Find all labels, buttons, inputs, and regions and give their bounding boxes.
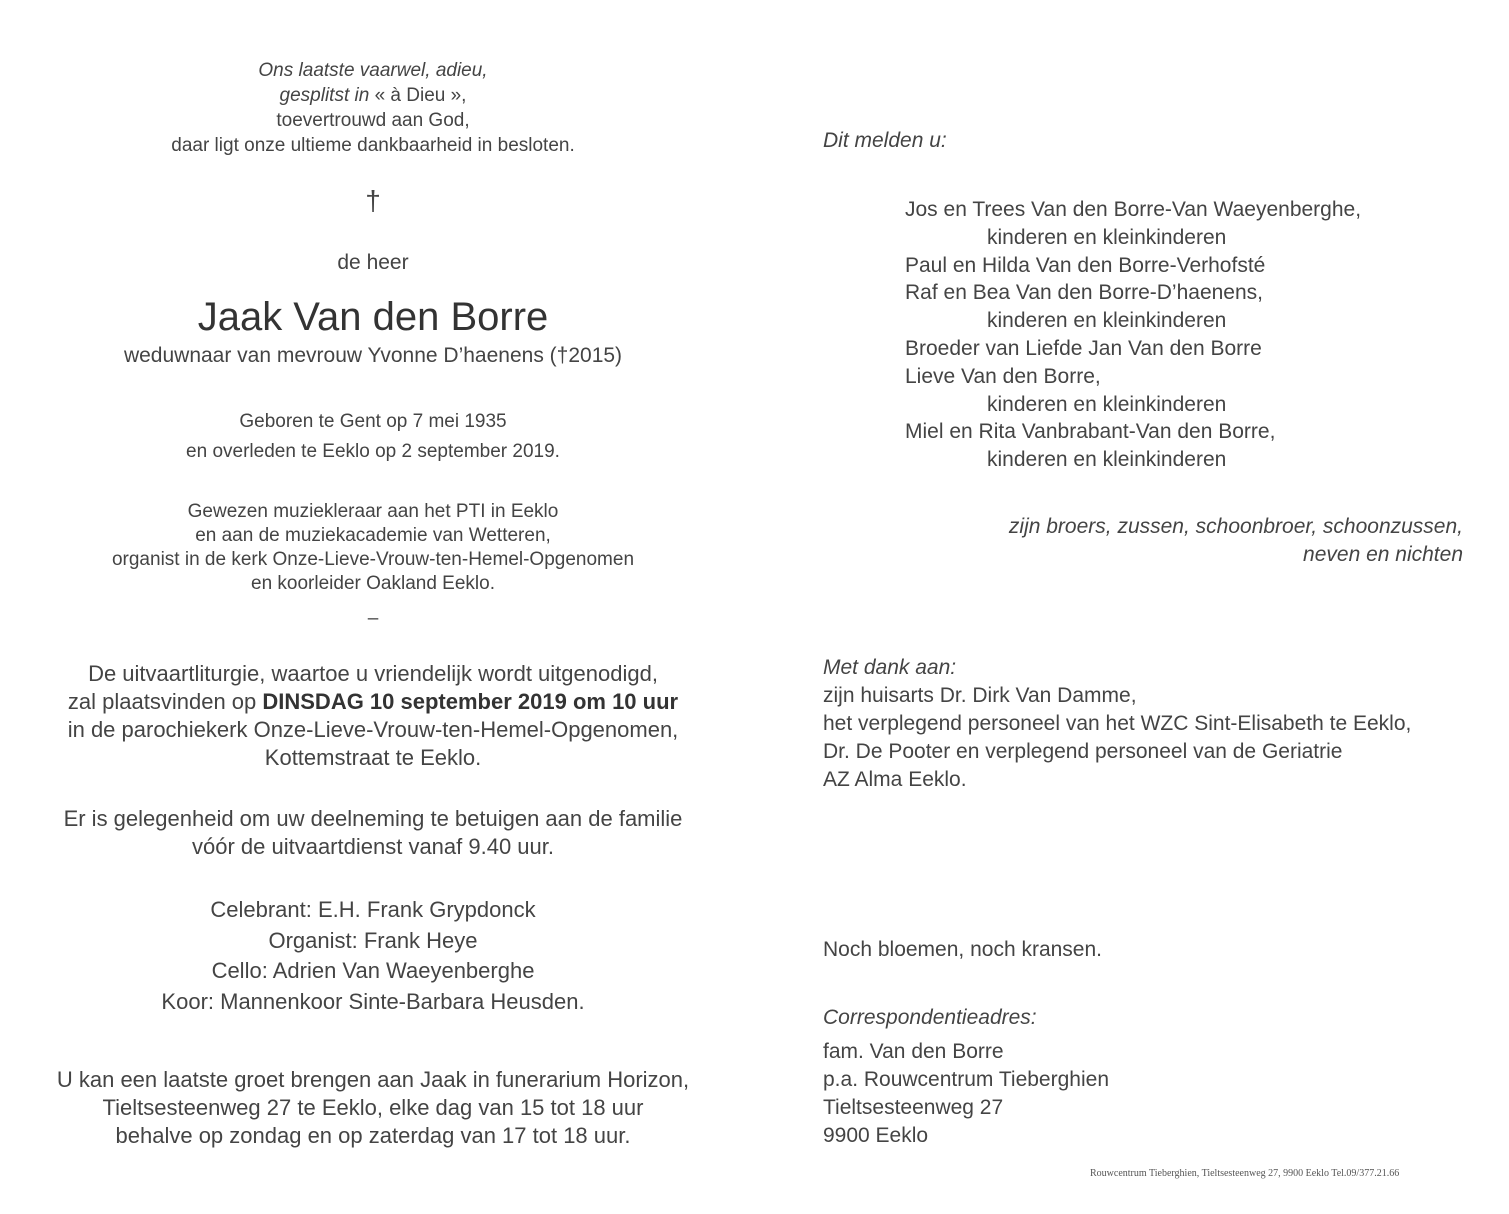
thanks-heading: Met dank aan: [823, 656, 957, 679]
family-entry: Paul en Hilda Van den Borre-Verhofsté [905, 253, 1266, 277]
officiants [0, 895, 746, 1017]
condolence-line-1: Er is gelegenheid om uw deelneming te betuigen aan de familie [63, 806, 683, 831]
funeral-date: DINSDAG 10 september 2019 om 10 uur [262, 689, 679, 714]
career-line-1: Gewezen muziekleraar aan het PTI in Eeklo [187, 501, 559, 522]
funeral-line-2 [0, 688, 746, 716]
relatives [1009, 513, 1463, 569]
cross-icon: † [365, 185, 381, 216]
choir: Koor: Mannenkoor Sinte-Barbara Heusden. [161, 988, 585, 1014]
family-entry: Miel en Rita Vanbrabant-Van den Borre, [905, 420, 1276, 444]
thanks-block [823, 654, 1483, 794]
funeral-info [0, 660, 746, 772]
address-line: 9900 Eeklo [823, 1124, 929, 1147]
family-entry: kinderen en kleinkinderen [987, 392, 1227, 416]
poem-line-2 [0, 83, 746, 108]
funeral-line-2-prefix: zal plaatsvinden op [67, 689, 263, 714]
relatives-line-2: neven en nichten [1303, 543, 1463, 566]
birth-line: Geboren te Gent op 7 mei 1935 [239, 411, 507, 432]
family-entry: Broeder van Liefde Jan Van den Borre [905, 336, 1262, 360]
funeral-line-1: De uitvaartliturgie, waartoe u vriendelijk wordt uitgenodigd, [88, 661, 658, 686]
correspondence-address [823, 1038, 1483, 1150]
opening-poem [0, 58, 746, 158]
address-line: Tieltsesteenweg 27 [823, 1096, 1004, 1119]
widow-line: weduwnaar van mevrouw Yvonne D’haenens (†2015) [123, 344, 623, 367]
family-entry: Jos en Trees Van den Borre-Van Waeyenberghe, [905, 198, 1362, 221]
poem-line-1: Ons laatste vaarwel, adieu, [258, 60, 488, 81]
printer-credit: Rouwcentrum Tieberghien, Tieltsesteenweg 27, 9900 Eeklo Tel.09/377.21.66 [1090, 1168, 1400, 1179]
family-entry: Lieve Van den Borre, [905, 364, 1101, 388]
visitation-line-2: Tieltsesteenweg 27 te Eeklo, elke dag van 15 tot 18 uur [102, 1095, 644, 1120]
career-line-3: organist in de kerk Onze-Lieve-Vrouw-ten-Hemel-Opgenomen [111, 549, 635, 570]
cello: Cello: Adrien Van Waeyenberghe [211, 958, 535, 983]
thanks-line: zijn huisarts Dr. Dirk Van Damme, [823, 684, 1137, 707]
celebrant: Celebrant: E.H. Frank Grypdonck [210, 897, 536, 922]
address-line: fam. Van den Borre [823, 1040, 1004, 1063]
announce-heading: Dit melden u: [823, 129, 947, 152]
address-line: p.a. Rouwcentrum Tieberghien [823, 1068, 1109, 1091]
deceased-name: Jaak Van den Borre [197, 295, 549, 339]
career-line-4: en koorleider Oakland Eeklo. [251, 573, 495, 594]
family-entry: Raf en Bea Van den Borre-D’haenens, [905, 281, 1264, 305]
separator-dash: – [367, 608, 379, 629]
family-entry: kinderen en kleinkinderen [987, 225, 1227, 249]
thanks-line: het verplegend personeel van het WZC Sint-Elisabeth te Eeklo, [823, 712, 1412, 735]
title-prefix: de heer [337, 251, 409, 274]
funeral-line-3: in de parochiekerk Onze-Lieve-Vrouw-ten-Hemel-Opgenomen, [67, 717, 679, 742]
visitation-line-3: behalve op zondag en op zaterdag van 17 tot 18 uur. [115, 1123, 631, 1148]
visitation-line-1: U kan een laatste groet brengen aan Jaak in funerarium Horizon, [56, 1067, 690, 1092]
family-entry: kinderen en kleinkinderen [987, 309, 1227, 333]
career [0, 500, 746, 596]
family-entry: kinderen en kleinkinderen [987, 448, 1227, 472]
poem-line-4: daar ligt onze ultieme dankbaarheid in besloten. [171, 135, 575, 156]
poem-line-2-quote: « à Dieu », [374, 85, 467, 106]
poem-line-2-italic: gesplitst in [279, 85, 375, 106]
family-list [905, 196, 1495, 474]
funeral-line-4: Kottemstraat te Eeklo. [264, 745, 482, 770]
death-line: en overleden te Eeklo op 2 september 2019. [186, 441, 560, 462]
organist: Organist: Frank Heye [268, 927, 478, 953]
visitation-info [0, 1066, 746, 1150]
thanks-line: Dr. De Pooter en verplegend personeel van de Geriatrie [823, 740, 1343, 763]
condolence-line-2: vóór de uitvaartdienst vanaf 9.40 uur. [191, 834, 554, 859]
life-dates [0, 407, 746, 467]
address-heading: Correspondentieadres: [823, 1006, 1037, 1029]
poem-line-3: toevertrouwd aan God, [276, 110, 470, 131]
thanks-line: AZ Alma Eeklo. [823, 768, 967, 791]
career-line-2: en aan de muziekacademie van Wetteren, [195, 525, 551, 546]
condolence-info [0, 805, 746, 861]
no-flowers: Noch bloemen, noch kransen. [823, 938, 1102, 961]
relatives-line-1: zijn broers, zussen, schoonbroer, schoonzussen, [1008, 515, 1463, 538]
